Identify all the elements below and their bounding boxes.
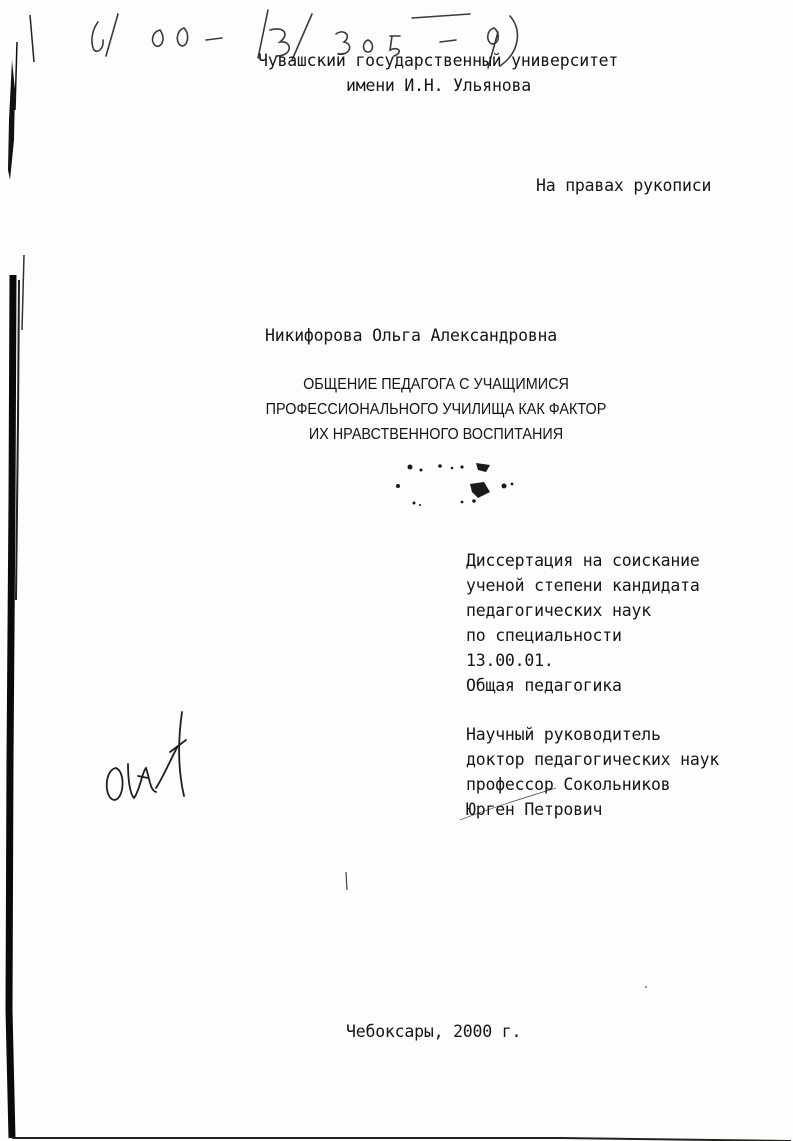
manuscript-note: На правах рукописи xyxy=(536,176,712,195)
dissertation-title-line-1: ОБЩЕНИЕ ПЕДАГОГА С УЧАЩИМИСЯ xyxy=(303,376,569,393)
supervisor-role: Научный руководитель xyxy=(466,725,661,744)
university-patron: имени И.Н. Ульянова xyxy=(346,76,531,95)
dissertation-title-line-2: ПРОФЕССИОНАЛЬНОГО УЧИЛИЩА КАК ФАКТОР xyxy=(265,401,607,418)
dissertation-info-line: ученой степени кандидата xyxy=(466,576,700,595)
supervisor-title: профессор Сокольников xyxy=(466,775,671,794)
author-name: Никифорова Ольга Александровна xyxy=(265,326,558,345)
specialty-name: Общая педагогика xyxy=(466,676,622,695)
dissertation-title-line-3: ИХ НРАВСТВЕННОГО ВОСПИТАНИЯ xyxy=(308,426,564,443)
specialty-code: 13.00.01. xyxy=(466,651,554,670)
university-name: Чувашский государственный университет xyxy=(258,51,619,70)
dissertation-info-line: Диссертация на соискание xyxy=(466,551,700,570)
dissertation-info-line: по специальности xyxy=(466,626,622,645)
supervisor-name: Юрген Петрович xyxy=(466,800,603,819)
supervisor-degree: доктор педагогических наук xyxy=(466,750,720,769)
dissertation-info-line: педагогических наук xyxy=(466,601,651,620)
city-year: Чебоксары, 2000 г. xyxy=(346,1022,522,1041)
dissertation-info xyxy=(466,548,700,698)
supervisor-info xyxy=(466,722,719,822)
